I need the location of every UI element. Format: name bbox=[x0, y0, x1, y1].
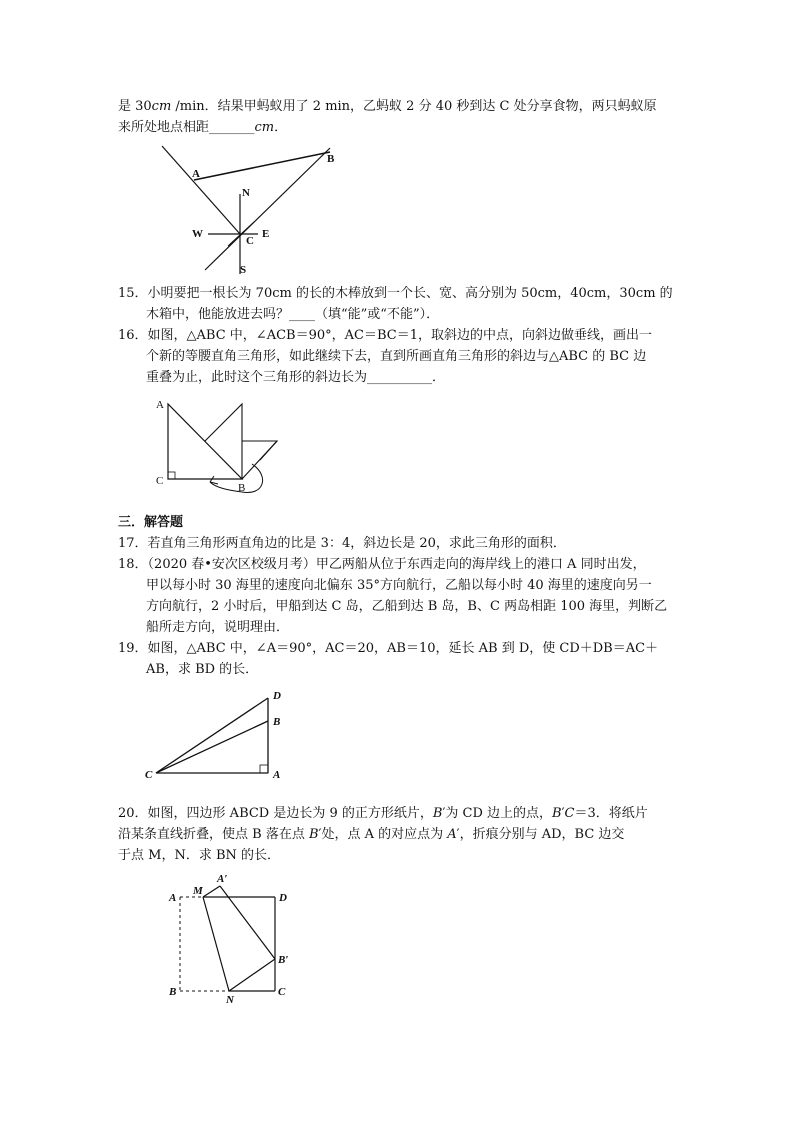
q14-line-a-c bbox=[162, 146, 240, 234]
q20-label-c: C bbox=[278, 986, 286, 998]
q14-figure bbox=[150, 142, 370, 282]
q20-side-ma-prime bbox=[203, 886, 220, 897]
q16-label-b: B bbox=[238, 482, 246, 494]
q20-label-a: A bbox=[169, 892, 177, 904]
q14-line-b-c bbox=[205, 148, 330, 270]
q18-line-3: 方向航行，2 小时后，甲船到达 C 岛，乙船到达 B 岛，B、C 两岛相距 100 海里，判断乙 bbox=[146, 599, 668, 614]
q14-line-1: 是 30𝑐𝑚 ∕min．结果甲蚂蚁用了 2 min，乙蚂蚁 2 分 40 秒到达 C 处分享食物，两只蚂蚁原 bbox=[118, 99, 657, 114]
q15-line-1: 15．小明要把一根长为 70cm 的长的木棒放到一个长、宽、高分别为 50cm，40cm，30cm 的 bbox=[118, 286, 673, 301]
q16-rotation-arc bbox=[210, 464, 263, 493]
q20-line-3: 于点 M，N．求 BN 的长． bbox=[118, 848, 281, 863]
q14-line-a-b bbox=[194, 152, 330, 180]
q16-figure bbox=[152, 394, 287, 494]
q20-label-a-prime: A′ bbox=[217, 873, 228, 885]
q19-label-d: D bbox=[273, 690, 281, 702]
q16-label-a: A bbox=[156, 399, 164, 411]
q16-right-angle-mark bbox=[168, 472, 175, 479]
q19-side-cb bbox=[156, 721, 268, 773]
q19-label-c: C bbox=[145, 769, 153, 781]
q20-label-b: B bbox=[169, 986, 177, 998]
q16-line-3: 重叠为止，此时这个三角形的斜边长为__________． bbox=[146, 370, 446, 385]
q16-label-c: C bbox=[156, 475, 164, 487]
q20-label-n: N bbox=[226, 994, 234, 1006]
q14-label-n: N bbox=[242, 187, 250, 199]
q14-label-w: W bbox=[192, 228, 203, 240]
q17-line-1: 17．若直角三角形两直角边的比是 3：4，斜边长是 20，求此三角形的面积． bbox=[118, 536, 566, 551]
q16-arrow-head bbox=[210, 476, 218, 484]
q16-triangle-2 bbox=[205, 404, 242, 479]
q20-label-b-prime: B′ bbox=[278, 954, 289, 966]
section-heading: 三．解答题 bbox=[118, 515, 184, 530]
q14-label-c: C bbox=[246, 235, 254, 247]
q20-crease-mn bbox=[203, 897, 229, 991]
q20-label-m: M bbox=[193, 885, 203, 897]
q18-line-4: 船所走方向，说明理由． bbox=[146, 620, 290, 635]
q20-line-1: 20．如图，四边形 ABCD 是边长为 9 的正方形纸片，𝐵′为 CD 边上的点，𝐵′𝐶＝3．将纸片 bbox=[118, 806, 648, 821]
q18-line-1: 18．（2020 春•安次区校级月考）甲乙两船从位于东西走向的海岸线上的港口 A 同时出发， bbox=[118, 557, 646, 572]
q19-side-cd bbox=[156, 698, 268, 773]
q19-right-angle-mark bbox=[260, 765, 268, 773]
q16-line-2: 个新的等腰直角三角形，如此继续下去，直到所画直角三角形的斜边与△ABC 的 BC 边 bbox=[146, 349, 647, 364]
q14-label-b: B bbox=[327, 153, 335, 165]
q20-side-b-prime-n bbox=[229, 959, 275, 991]
q19-line-2: AB，求 BD 的长． bbox=[146, 662, 259, 677]
q20-line-2: 沿某条直线折叠，使点 B 落在点 𝐵′处，点 A 的对应点为 𝐴′，折痕分别与 AD，BC 边交 bbox=[118, 827, 625, 842]
q19-line-1: 19．如图，△ABC 中，∠A＝90°，AC＝20，AB＝10，延长 AB 到 D，使 CD＋DB＝AC＋ bbox=[118, 641, 659, 656]
q14-label-a: A bbox=[192, 168, 200, 180]
q16-triangle-4 bbox=[260, 441, 277, 460]
q15-line-2: 木箱中，他能放进去吗？____（填“能”或“不能”）． bbox=[146, 307, 440, 322]
q19-figure bbox=[142, 684, 292, 784]
q16-line-1: 16．如图，△ABC 中，∠ACB＝90°，AC＝BC＝1，取斜边的中点，向斜边做垂线，画出一 bbox=[118, 328, 652, 343]
q20-figure bbox=[165, 870, 305, 1010]
q14-label-e: E bbox=[262, 228, 270, 240]
q19-label-b: B bbox=[273, 716, 281, 728]
q18-line-2: 甲以每小时 30 海里的速度向北偏东 35°方向航行，乙船以每小时 40 海里的速度向另一 bbox=[146, 578, 652, 593]
q19-label-a: A bbox=[273, 769, 281, 781]
q14-label-s: S bbox=[240, 264, 247, 276]
q20-label-d: D bbox=[279, 892, 287, 904]
q14-line-2: 来所处地点相距_______𝑐𝑚． bbox=[118, 120, 288, 135]
